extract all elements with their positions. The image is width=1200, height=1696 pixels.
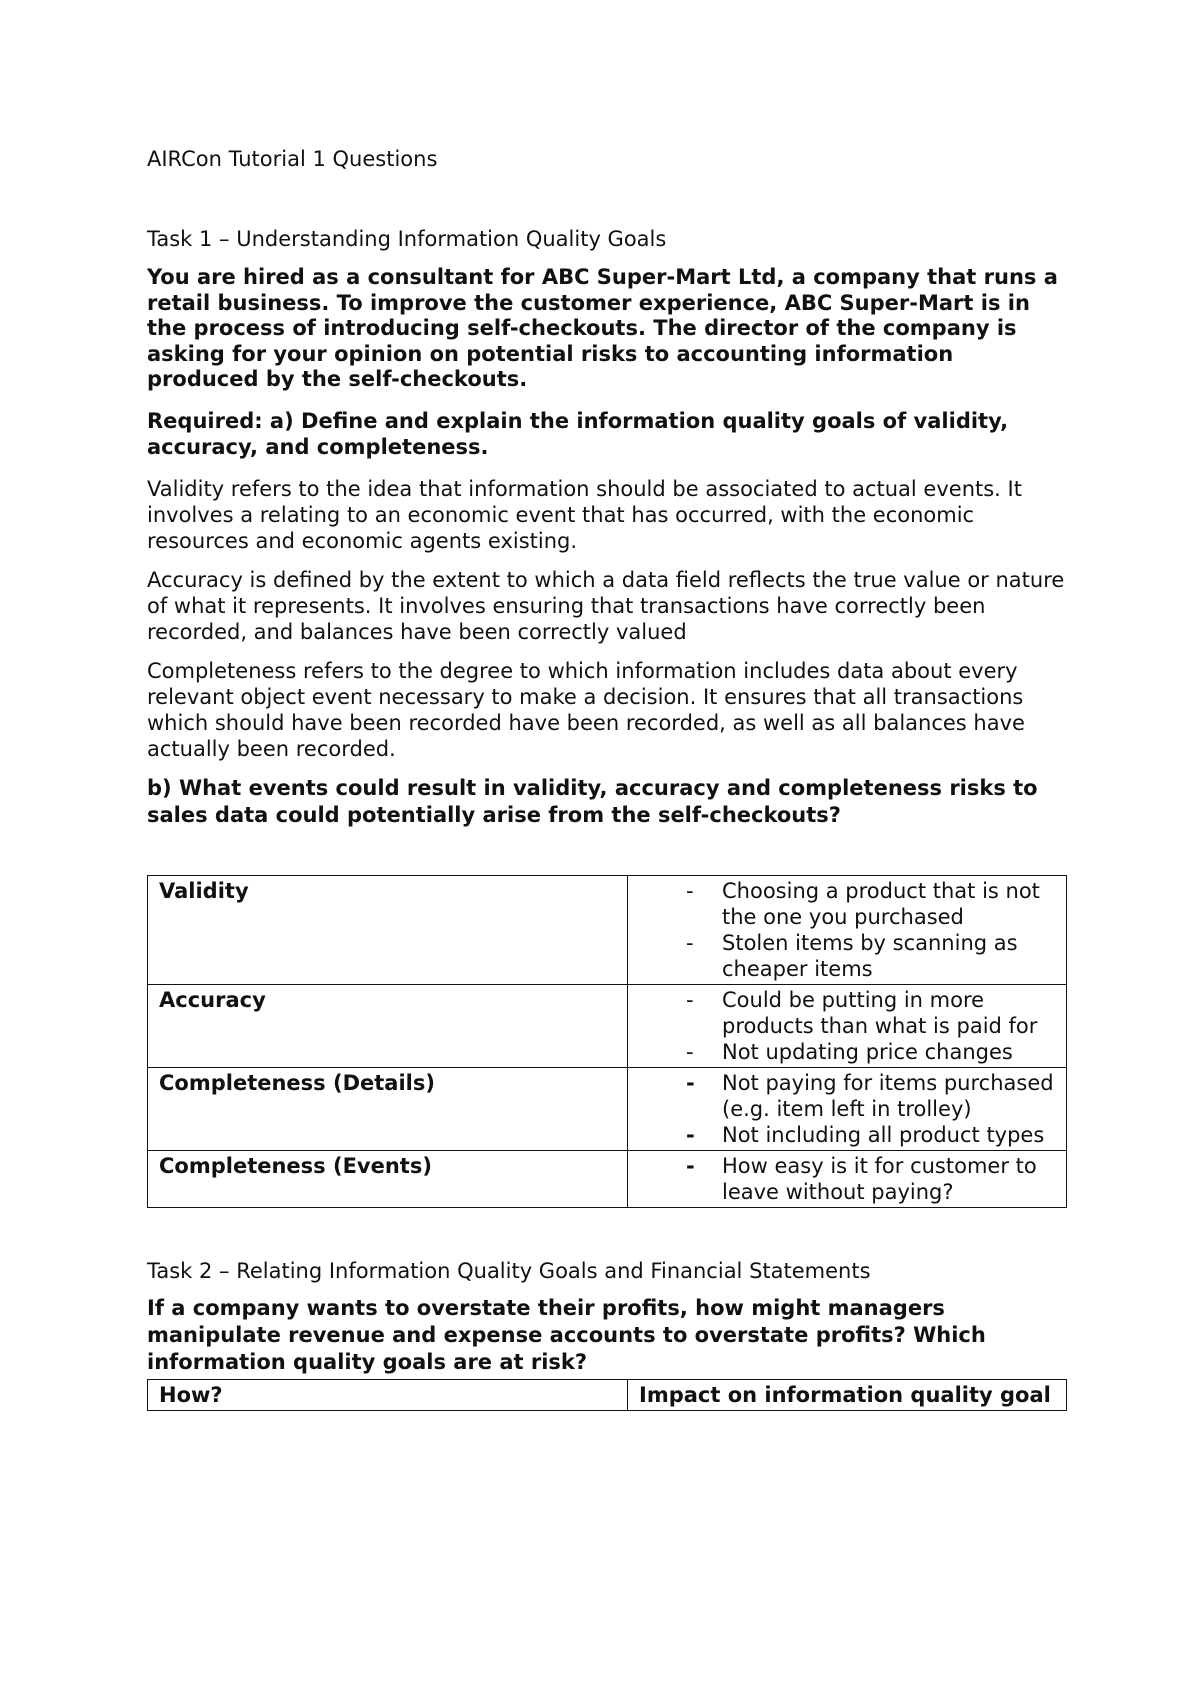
risk-cell — [628, 985, 1067, 1068]
document-title: AIRCon Tutorial 1 Questions — [147, 147, 438, 171]
header-impact: Impact on information quality goal — [628, 1380, 1067, 1411]
bullet-dash: - — [686, 1040, 694, 1064]
table-row — [148, 1151, 1067, 1208]
bullet-dash: - — [686, 988, 694, 1012]
bullet-dash: - — [686, 1154, 695, 1178]
risk-cell — [628, 1151, 1067, 1208]
answer-completeness: Completeness refers to the degree to which information includes data about every relevant object event necessary to make a decision. It ensures that all transactions which should have been recorded have been recorded, as well as all balances have actually been recorded. — [147, 659, 1025, 761]
table-row — [148, 876, 1067, 985]
table-row — [148, 1068, 1067, 1151]
risk-cell — [628, 1068, 1067, 1151]
manipulation-table — [147, 1379, 1067, 1411]
goal-cell: Completeness (Events) — [148, 1151, 628, 1208]
task1-scenario: You are hired as a consultant for ABC Super-Mart Ltd, a company that runs a retail business. To improve the customer experience, ABC Super-Mart is in the process of introducing self-checkouts. The director of the company is asking for your opinion on potential risks to accounting information produced by the self-checkouts. — [147, 265, 1058, 392]
list-item: - Not paying for items purchased (e.g. item left in trolley) — [686, 1071, 1054, 1121]
goal-cell: Completeness (Details) — [148, 1068, 628, 1151]
bullet-dash: - — [686, 1071, 695, 1095]
risk-table — [147, 875, 1067, 1208]
task1-question-b: b) What events could result in validity, accuracy and completeness risks to sales data could potentially arise from the self-checkouts? — [147, 776, 1038, 827]
task2-question: If a company wants to overstate their profits, how might managers manipulate revenue and expense accounts to overstate profits? Which information quality goals are at risk? — [147, 1296, 986, 1374]
goal-cell: Accuracy — [148, 985, 628, 1068]
answer-validity: Validity refers to the idea that information should be associated to actual events. It involves a relating to an economic event that has occurred, with the economic resources and economic agents existing. — [147, 477, 1022, 553]
task1-question-a: Required: a) Define and explain the information quality goals of validity, accuracy, and completeness. — [147, 409, 1009, 459]
bullet-dash: - — [686, 931, 694, 955]
list-item: - Stolen items by scanning as cheaper items — [686, 931, 1018, 981]
list-item: - Not updating price changes — [686, 1040, 1013, 1064]
table-row — [148, 985, 1067, 1068]
list-item: - Not including all product types — [686, 1123, 1045, 1147]
bullet-dash: - — [686, 1123, 695, 1147]
answer-accuracy: Accuracy is defined by the extent to which a data field reflects the true value or nature of what it represents. It involves ensuring that transactions have correctly been recorded, and balances have been correctly valued — [147, 568, 1065, 644]
list-item: - Could be putting in more products than what is paid for — [686, 988, 1038, 1038]
list-item: - How easy is it for customer to leave without paying? — [686, 1154, 1037, 1204]
task1-heading: Task 1 – Understanding Information Quality Goals — [147, 227, 667, 251]
bullet-dash: - — [686, 879, 694, 903]
risk-cell — [628, 876, 1067, 985]
table-header-row — [148, 1380, 1067, 1411]
list-item: - Choosing a product that is not the one you purchased — [686, 879, 1040, 929]
task2-heading: Task 2 – Relating Information Quality Goals and Financial Statements — [147, 1259, 871, 1283]
goal-cell: Validity — [148, 876, 628, 985]
header-how: How? — [148, 1380, 628, 1411]
